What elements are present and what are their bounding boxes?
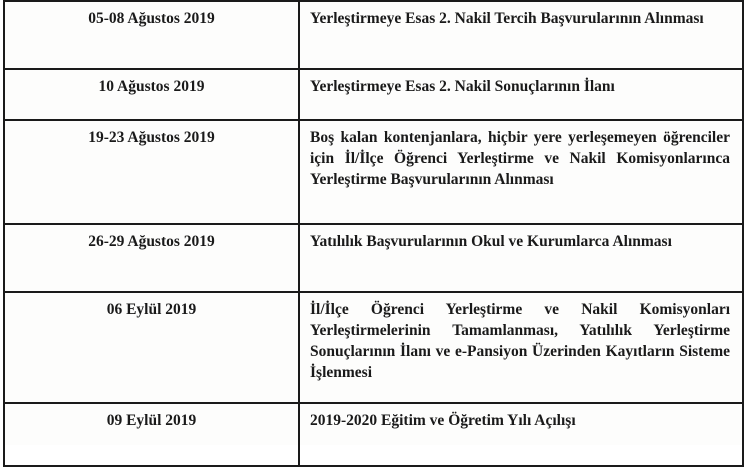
date-cell: 05-08 Ağustos 2019 [4, 1, 299, 69]
description-cell: Yerleştirmeye Esas 2. Nakil Tercih Başvurularının Alınması [299, 1, 743, 69]
table-row [4, 403, 743, 466]
table-row [4, 224, 743, 292]
description-cell: İl/İlçe Öğrenci Yerleştirme ve Nakil Komisyonları Yerleştirmelerinin Tamamlanması, Yatılılık Yerleştirme Sonuçlarının İlanı ve e-Pansiyon Üzerinden Kayıtların Sisteme İşlenmesi [299, 292, 743, 403]
table-row [4, 69, 743, 120]
date-cell: 06 Eylül 2019 [4, 292, 299, 403]
date-cell: 19-23 Ağustos 2019 [4, 120, 299, 224]
table-row [4, 292, 743, 403]
schedule-table [3, 0, 744, 467]
date-cell: 10 Ağustos 2019 [4, 69, 299, 120]
description-cell: Yerleştirmeye Esas 2. Nakil Sonuçlarının İlanı [299, 69, 743, 120]
date-cell: 09 Eylül 2019 [4, 403, 299, 466]
document-page [3, 0, 744, 445]
description-cell: Yatılılık Başvurularının Okul ve Kurumlarca Alınması [299, 224, 743, 292]
table-row [4, 120, 743, 224]
description-cell: Boş kalan kontenjanlara, hiçbir yere yerleşemeyen öğrenciler için İl/İlçe Öğrenci Yerleştirme ve Nakil Komisyonlarınca Yerleştirme Başvurularının Alınması [299, 120, 743, 224]
date-cell: 26-29 Ağustos 2019 [4, 224, 299, 292]
description-cell: 2019-2020 Eğitim ve Öğretim Yılı Açılışı [299, 403, 743, 466]
table-row [4, 1, 743, 69]
